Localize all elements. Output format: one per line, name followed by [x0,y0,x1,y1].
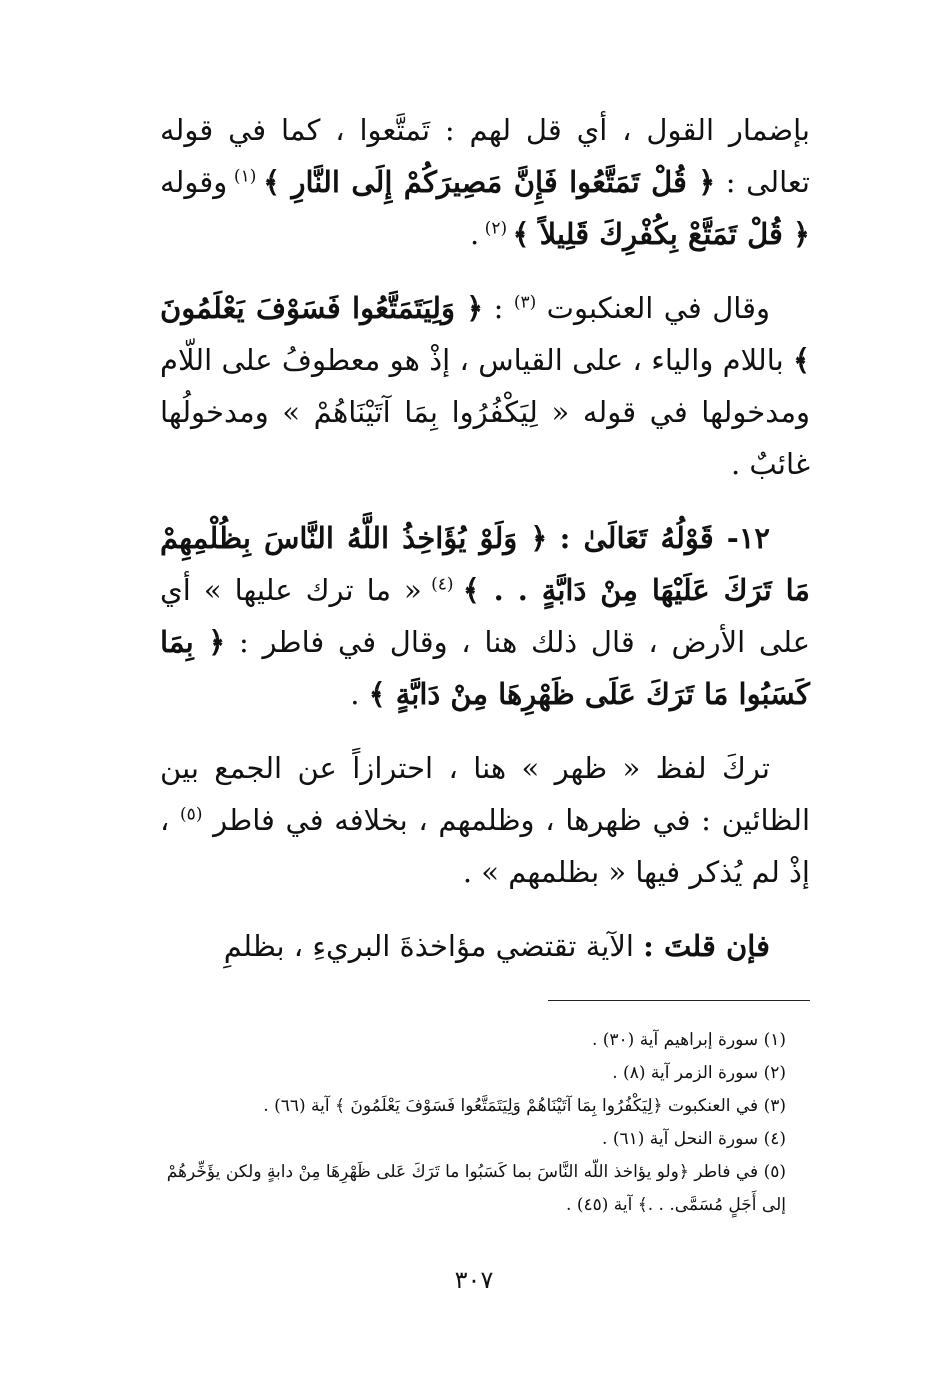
quran-verse: ١٢- قَوْلُهُ تَعَالَىٰ : [559,521,771,555]
page-number: ٣٠٧ [454,1266,494,1294]
paragraph [160,512,810,720]
footnote: (٥) في فاطر ﴿ولو يؤاخذ اللّه النَّاسَ بما كَسَبُوا ما تَرَكَ عَلى ظَهْرِهَا مِنْ دابةٍ ولكن يؤَخِّرهُمْ إلى أَجَلٍ مُسَمَّى. . .﴾ آية (٤٥) . [166,1162,786,1215]
quran-verse: ﴿ بِمَا كَسَبُوا مَا تَرَكَ عَلَى ظَهْرِهَا مِنْ دَابَّةٍ ﴾ [160,625,810,711]
footnote: (١) سورة إبراهيم آية (٣٠) . [591,1030,786,1050]
footnote-ref: (٢) [479,218,513,239]
text-run: . [470,217,480,251]
paragraph [160,104,810,260]
text-run: وقال في العنكبوت [536,291,770,325]
footnote: (٢) سورة الزمر آية (٨) . [612,1063,786,1083]
footnote: (٤) سورة النحل آية (٦١) . [602,1129,786,1149]
paragraph [160,282,810,490]
text-run: ، إذْ لم يُذكر فيها « بظلمهم » . [160,803,810,889]
text-run [547,521,559,555]
text-run: : [483,291,514,325]
text-run: « ما ترك عليها » أي على الأرض ، قال ذلك هنا ، وقال في فاطر : [160,573,810,659]
paragraph [160,920,810,972]
text-run: باللام والياء ، على القياس ، إذْ هو معطوفُ على اللّام ومدخولها في قوله « لِيَكْفُرُوا بِمَا آتَيْنَاهُمْ » ومدخولُها غائبٌ . [160,343,810,481]
quran-verse: ﴿ وَلَوْ يُؤَاخِذُ اللَّهُ النَّاسَ بِظُلْمِهِمْ مَا تَرَكَ عَلَيْهَا مِنْ دَابَّةٍ . . ﴾ [160,521,810,607]
footnotes [160,1024,810,1222]
footnote-ref: (٤) [421,574,463,595]
quran-verse: ﴿ قُلْ تَمَتَّعْ بِكُفْرِكَ قَلِيلاً ﴾ [512,217,810,251]
quran-verse: فإن قلتَ : [643,929,770,963]
footnote-separator [548,1000,810,1001]
footnote: (٣) في العنكبوت ﴿لِيَكْفُرُوا بِمَا آتَيْنَاهُمْ وَلِيَتَمَتَّعُوا فَسَوْفَ يَعْلَمُونَ ﴾ آية (٦٦) . [263,1096,786,1116]
text-run: تركَ لفظ « ظهر » هنا ، احترازاً عن الجمع بين الظائين : في ظهرها ، وظلمهم ، بخلافه في فاطر [160,751,811,837]
quran-verse: ﴿ قُلْ تَمَتَّعُوا فَإِنَّ مَصِيرَكُمْ إِلَى النَّارِ ﴾ [263,165,716,199]
main-text [160,104,810,994]
text-run: وقوله [160,165,228,199]
footnote-ref: (٣) [513,292,537,313]
footnote-ref: (٥) [180,804,203,825]
paragraph [160,742,810,898]
quran-verse: ﴿ وَلِيَتَمَتَّعُوا فَسَوْفَ يَعْلَمُونَ ﴾ [160,291,810,377]
footnote-ref: (١) [227,166,264,187]
text-run: بإضمار القول ، أي قل لهم : تَمتَّعوا ، كما في قوله تعالى : [160,113,810,199]
text-run: . [350,677,369,711]
text-run: الآية تقتضي مؤاخذةَ البريءِ ، بظلمِ [223,929,644,963]
